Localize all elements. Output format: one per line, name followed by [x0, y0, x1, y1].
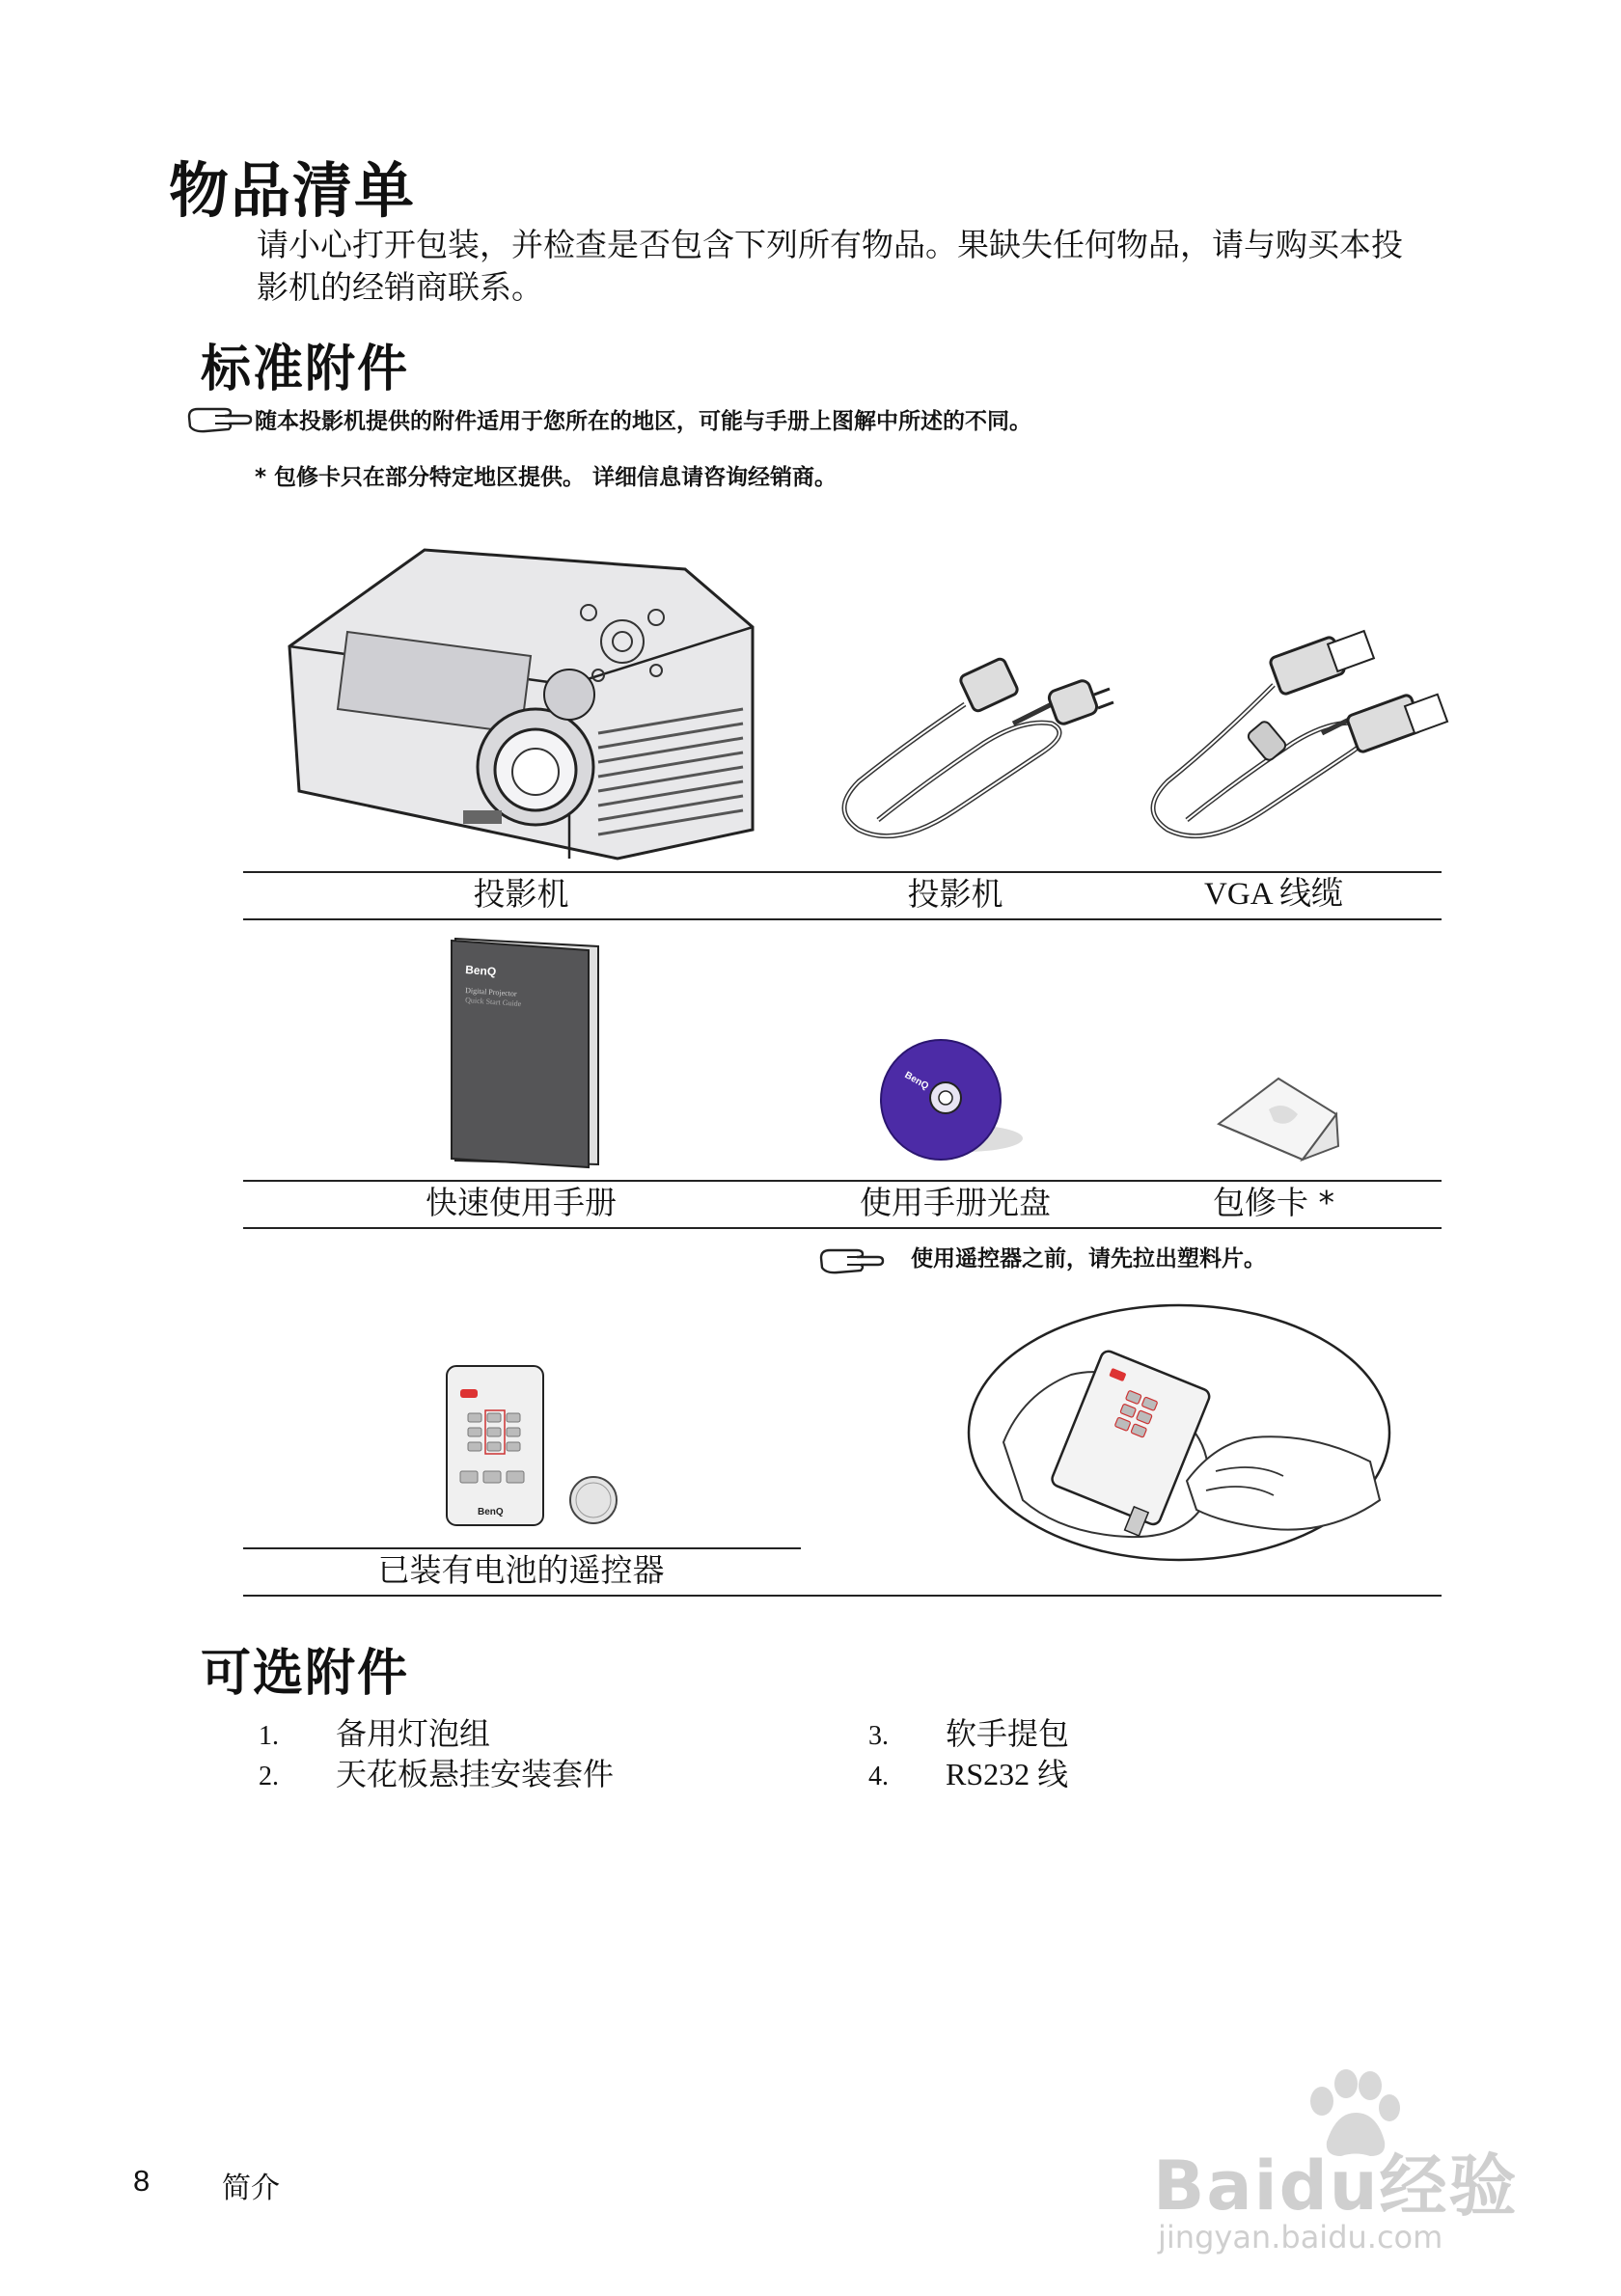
list-item: 2. 天花板悬挂安装套件	[259, 1756, 615, 1792]
section-name: 简介	[222, 2172, 280, 2205]
pointing-hand-icon	[818, 1244, 886, 1277]
remote-note: 使用遥控器之前，请先拉出塑料片。	[911, 1246, 1266, 1271]
pointing-hand-icon	[186, 403, 254, 436]
row2-bottom-rule	[243, 1227, 1442, 1229]
vga-cable-illustration	[1129, 627, 1457, 868]
warranty-card-illustration	[1211, 1071, 1346, 1167]
intro-line-1: 请小心打开包装，并检查是否包含下列所有物品。果缺失任何物品，请与购买本投	[257, 226, 1403, 263]
baidu-watermark	[1153, 2064, 1578, 2257]
caption-projector: 投影机	[473, 875, 569, 913]
warranty-note: * 包修卡只在部分特定地区提供。 详细信息请咨询经销商。	[255, 465, 838, 490]
caption-warranty-card: 包修卡 *	[1213, 1184, 1334, 1221]
page-number: 8	[133, 2164, 151, 2198]
standard-accessories-heading: 标准附件	[201, 341, 410, 398]
quick-start-booklet-illustration	[444, 931, 608, 1172]
page-title: 物品清单	[169, 155, 417, 226]
remote-control-illustration	[439, 1360, 632, 1529]
optional-accessories-heading: 可选附件	[201, 1645, 410, 1703]
remote-brand: BenQ	[478, 1507, 504, 1517]
caption-quick-guide: 快速使用手册	[426, 1184, 617, 1221]
manual-cd-illustration	[864, 1032, 1037, 1167]
list-item: 3. 软手提包	[868, 1715, 1070, 1752]
watermark-url: jingyan.baidu.com	[1158, 2219, 1443, 2255]
row1-bottom-rule	[243, 918, 1442, 920]
intro-line-2: 影机的经销商联系。	[257, 268, 543, 306]
booklet-brand: BenQ	[464, 963, 497, 979]
projector-illustration	[280, 540, 762, 868]
remote-pull-tab-illustration	[965, 1298, 1399, 1568]
watermark-brand: Baidu经验	[1153, 2146, 1519, 2226]
caption-remote: 已装有电池的遥控器	[377, 1551, 665, 1589]
regional-note: 随本投影机提供的附件适用于您所在的地区，可能与手册上图解中所述的不同。	[255, 409, 1031, 434]
intro-paragraph	[257, 224, 1463, 309]
caption-manual-cd: 使用手册光盘	[860, 1184, 1051, 1221]
booklet-line-2: Quick Start Guide	[464, 996, 522, 1009]
cd-brand: BenQ	[902, 1070, 931, 1092]
list-item: 4. RS232 线	[868, 1757, 1069, 1791]
optional-accessories-list	[259, 1709, 1416, 1816]
caption-power-cord: 投影机	[907, 875, 1003, 913]
list-item: 1. 备用灯泡组	[259, 1715, 491, 1752]
caption-vga-cable: VGA 线缆	[1204, 877, 1343, 912]
booklet-line-1: Digital Projector	[464, 986, 517, 998]
row3-bottom-rule	[243, 1595, 1442, 1597]
power-cord-illustration	[820, 627, 1139, 868]
